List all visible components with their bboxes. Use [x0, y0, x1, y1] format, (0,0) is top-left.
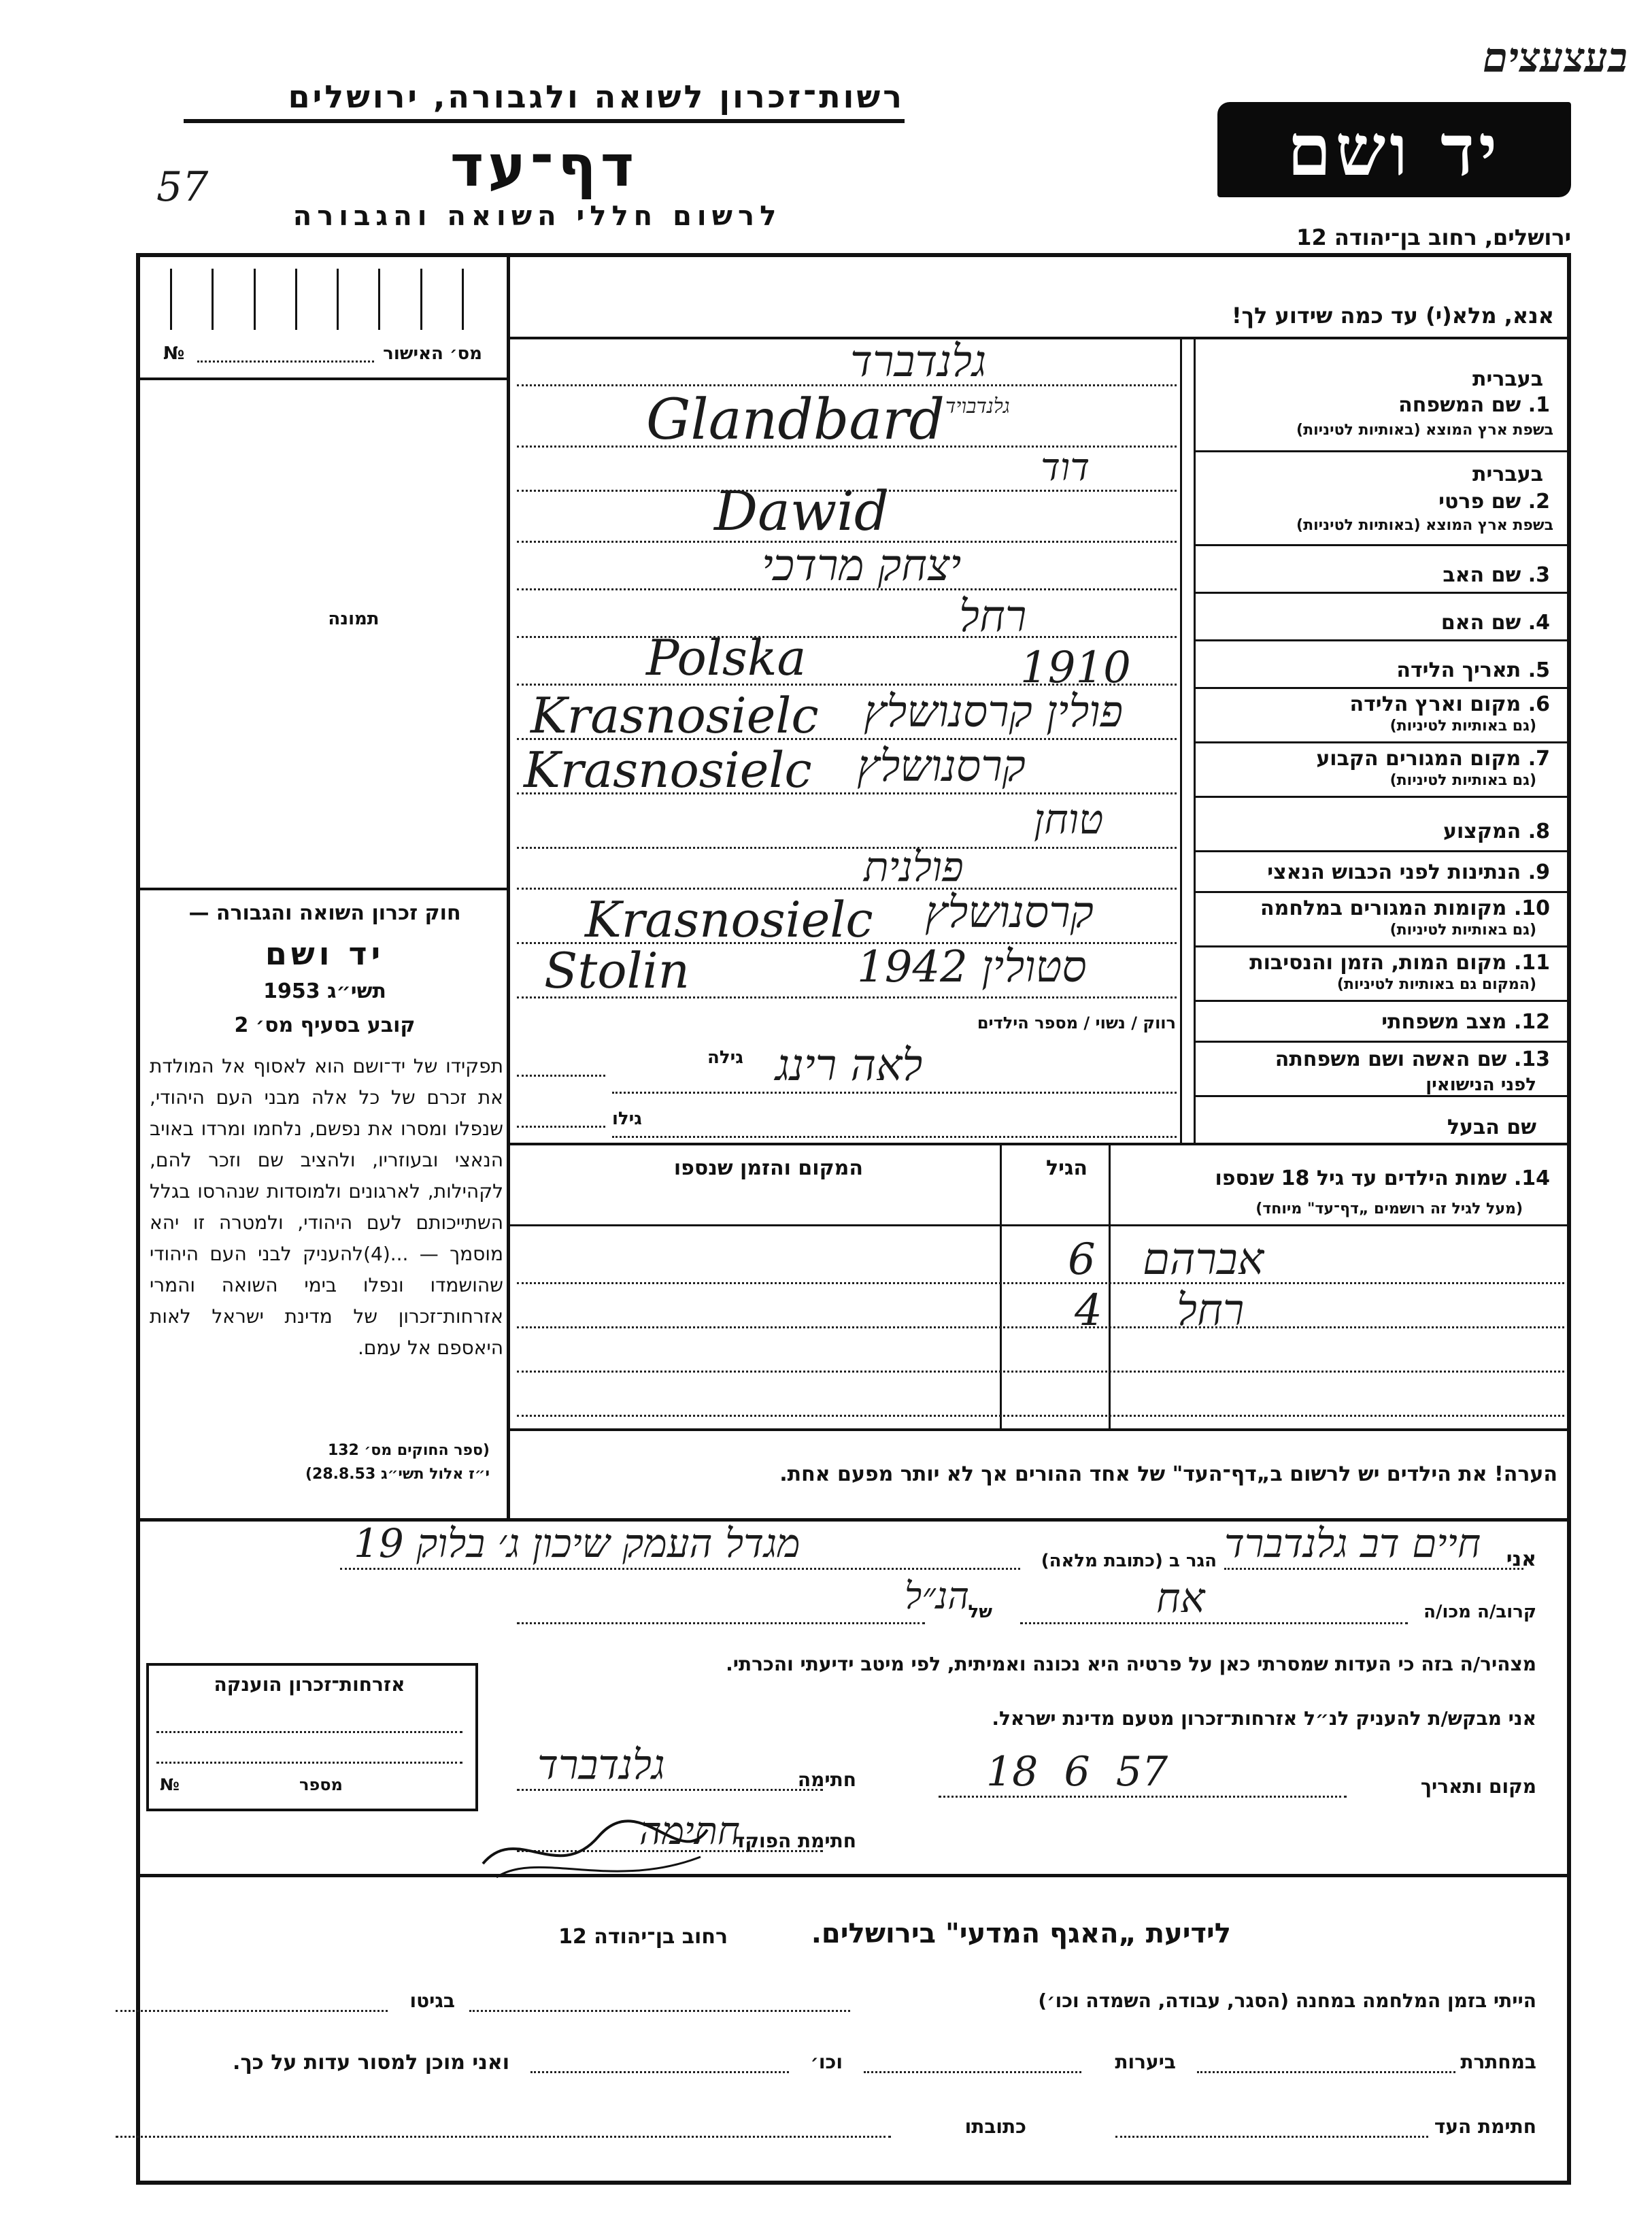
- field-9-label: [1267, 860, 1550, 884]
- field-5-num: 5.: [1528, 658, 1550, 682]
- field-3-label: [1443, 563, 1550, 587]
- children-num: 14.: [1513, 1166, 1550, 1190]
- children-place-col: המקום והזמן שנספו: [673, 1156, 863, 1180]
- value-given-lat: Dawid: [714, 480, 890, 543]
- child-2-name: רחל: [1177, 1286, 1245, 1336]
- footer-underground-line[interactable]: [1197, 2071, 1455, 2073]
- decl-i: אני: [1506, 1547, 1536, 1571]
- value-father: יצחק מרדכי: [762, 541, 962, 591]
- row-sep-11: [1195, 1000, 1571, 1002]
- field-13-label: [1275, 1047, 1550, 1071]
- value-birth-year: 1910: [1020, 643, 1131, 693]
- law-text: תפקידו של יד־ושם הוא לאסוף אל המולדת את זכרם של כל אלה מבני העם היהודי, שנפלו ומסרו את נפשם, נלחמו ומרדו באויב הנאצי ובעוזריו, ולהציב שם וזכר להם, לקהילות, לארגונים ולמוסדות שנהרסו בגלל השתייכותם לעם היהודי, ולמטרה זו יהא מוסמך — ...(4)להעניק לבני העם היהודי שהושמדו ונפלו בימי השואה והמרי אזרחות־זכרון של מדינת ישראל לאות היאספם אל עמם.: [150, 1055, 503, 1359]
- field-7-label: [1316, 747, 1550, 771]
- approval-label: מס׳ האישור: [383, 343, 482, 364]
- field-7-text: מקום המגורים הקבוע: [1316, 747, 1521, 771]
- note-text: הערה! את הילדים יש לרשום ב„דף־העד" של אחד ההורים אך לא יותר מפעם אחת.: [779, 1462, 1557, 1486]
- footer-line1: הייתי בזמן המלחמה במחנה (הסגר, עבודה, השמדה וכו׳): [1038, 1990, 1536, 2012]
- wife-age-line[interactable]: [517, 1075, 605, 1077]
- value-line-1[interactable]: [517, 384, 1177, 386]
- law-title: חוק זכרון השואה והגבורה —: [188, 901, 461, 925]
- field-7-num: 7.: [1528, 747, 1550, 771]
- field-2-label: [1438, 490, 1550, 514]
- law-ref2: י״ז אלול תשי״ג 28.8.53): [305, 1466, 490, 1483]
- decl-relative: קרוב/ה מכו/ה: [1423, 1602, 1536, 1622]
- field-3-text: שם האב: [1443, 563, 1521, 587]
- form-subtitle: לרשום חללי השואה והגבורה: [292, 201, 782, 232]
- certificate-no: №: [160, 1775, 180, 1794]
- footer-camp-line[interactable]: [469, 2010, 850, 2012]
- handwritten-top-mark: בעצעצים: [1483, 34, 1628, 82]
- field-8-num: 8.: [1528, 820, 1550, 843]
- field-11-note: (המקום גם באותיות לטיניות): [1336, 976, 1536, 993]
- field-1-text: שם המשפחה: [1398, 393, 1521, 417]
- decl-hw-date: 18 6 57: [986, 1748, 1168, 1796]
- value-line-13[interactable]: [612, 1092, 1177, 1094]
- law-ref: (ספר החוקים מס׳ 132: [327, 1442, 490, 1459]
- field-5-label: [1396, 658, 1550, 682]
- value-residence-lat: Krasnosielc: [524, 741, 812, 799]
- field-3-num: 3.: [1528, 563, 1550, 587]
- decl-resides: הגר ב (כתובת מלאה): [1041, 1551, 1217, 1571]
- children-line-2: [517, 1326, 1564, 1328]
- field-10-note: (גם באותיות לטיניות): [1389, 922, 1536, 939]
- field-10-label: [1260, 896, 1550, 920]
- decl-hw-address: מגדל העמק שיכון ג׳ בלוק 19: [354, 1520, 800, 1566]
- field-4-text: שם האם: [1440, 611, 1521, 635]
- field-1-lang: בעברית: [1472, 367, 1543, 391]
- field-10-text: מקומות המגורים במלחמה: [1260, 896, 1507, 920]
- footer-separator: [136, 1874, 1571, 1877]
- field-9-num: 9.: [1528, 860, 1550, 884]
- field-7-note: (גם באותיות לטיניות): [1389, 772, 1536, 789]
- footer-line1-end: בגיטו: [409, 1990, 455, 2012]
- decl-of-line[interactable]: [517, 1622, 925, 1624]
- row-sep-3: [1195, 592, 1571, 594]
- decl-request: אני מבקש/ת להעניק לנ״ל אזרחות־זכרון מטעם מדינת ישראל.: [992, 1707, 1536, 1730]
- footer-address: רחוב בן־יהודה 12: [558, 1925, 728, 1949]
- org-underline: [184, 119, 905, 123]
- law-name: יד ושם: [265, 935, 385, 972]
- child-1-age: 6: [1068, 1235, 1096, 1285]
- field-11-text: מקום המות, הזמן והנסיבות: [1249, 951, 1507, 975]
- decl-place-date: מקום ותאריך: [1420, 1775, 1536, 1798]
- field-1-num: 1.: [1528, 393, 1550, 417]
- intro-bottom: [510, 337, 1571, 339]
- footer-title: לידיעת „האגף המדעי" בירושלים.: [811, 1918, 1231, 1949]
- value-death-lat: Stolin: [544, 942, 690, 999]
- value-birth-place-he: פולין קרסנושלץ: [864, 687, 1124, 737]
- value-death-he: סטולין 1942: [857, 942, 1087, 992]
- row-sep-5: [1195, 687, 1571, 689]
- decl-hw-signature: גלנדברד: [537, 1741, 665, 1789]
- field-5-text: תאריך הלידה: [1396, 658, 1521, 682]
- yad-vashem-logo: [1217, 102, 1571, 197]
- children-col-name-left: [1109, 1144, 1111, 1430]
- certificate-line-1: [156, 1731, 462, 1733]
- value-column-right: [1180, 338, 1182, 1144]
- row-sep-8: [1195, 850, 1571, 852]
- footer-line2-etc: וכו׳: [810, 2051, 843, 2073]
- decl-date-line[interactable]: [939, 1796, 1347, 1798]
- field-1-label: [1398, 393, 1550, 417]
- field-6-label: [1350, 692, 1550, 716]
- approval-no: №: [163, 343, 185, 364]
- handwritten-number: 57: [156, 163, 209, 211]
- field-12-options: רווק / נשוי / מספר הילדים: [977, 1013, 1176, 1033]
- children-header: [1215, 1166, 1550, 1190]
- footer-line2-start: במחתרת: [1460, 2051, 1536, 2073]
- row-sep-6: [1195, 741, 1571, 743]
- certificate-title: אזרחות־זכרון הוענקה: [214, 1673, 405, 1696]
- logo-text: יד ושם: [1287, 107, 1502, 192]
- decl-name-line[interactable]: [1224, 1568, 1523, 1570]
- field-2-lang: בעברית: [1472, 463, 1543, 486]
- field-2-note: בשפת ארץ המוצא (באותיות לטיניות): [1296, 517, 1553, 534]
- field-8-label: [1443, 820, 1550, 843]
- form-title: דף־עד: [450, 133, 639, 199]
- husband-label: שם הבעל: [1447, 1115, 1536, 1139]
- footer-ghetto-line[interactable]: [116, 2010, 388, 2012]
- photo-box-bottom: [136, 888, 510, 890]
- wife-age-label: גילה: [707, 1047, 743, 1068]
- children-col-age-left: [1000, 1144, 1002, 1430]
- footer-line2-mid: ביערות: [1115, 2051, 1176, 2073]
- value-residence-he: קרסנושלץ: [857, 741, 1026, 792]
- decl-signature-line[interactable]: [517, 1789, 823, 1791]
- law-clause: קובע בסעיף מס׳ 2: [234, 1013, 416, 1037]
- field-6-text: מקום וארץ הלידה: [1349, 692, 1521, 716]
- row-sep-9: [1195, 891, 1571, 893]
- footer-line3-start: חתימת העד: [1434, 2115, 1536, 2138]
- value-nationality: פולנית: [864, 843, 964, 891]
- value-given-he: דוד: [1041, 446, 1090, 490]
- field-12-text: מצב משפחתי: [1381, 1010, 1507, 1034]
- decl-address-line[interactable]: [340, 1568, 1020, 1570]
- org-line: רשות־זכרון לשואה ולגבורה, ירושלים: [288, 78, 905, 115]
- decl-hw-relation: אח: [1156, 1575, 1205, 1622]
- field-12-num: 12.: [1513, 1010, 1550, 1034]
- children-header-note: (מעל לגיל זה רושמים „דף־עד" מיוחד): [1255, 1201, 1523, 1218]
- field-1-note: בשפת ארץ המוצא (באותיות לטיניות): [1296, 422, 1553, 439]
- decl-statement: מצהיר/ה בזה כי העדות שמסרתי כאן על פרטיה היא נכונה ואמיתית, לפי מיטב ידיעתי והכרתי.: [726, 1653, 1536, 1675]
- value-war-place-he: קרסנושלץ: [925, 888, 1094, 938]
- intro-text: אנא, מלא(י) עד כמה שידוע לך!: [1231, 303, 1554, 329]
- field-11-num: 11.: [1513, 951, 1550, 975]
- value-wife: לאה רינג: [775, 1041, 923, 1091]
- field-12-label: [1381, 1010, 1550, 1034]
- field-9-text: הנתינות לפני הכבוש הנאצי: [1267, 860, 1521, 884]
- value-profession: טוחן: [1034, 796, 1104, 843]
- child-2-age: 4: [1075, 1286, 1102, 1336]
- children-line-4: [517, 1415, 1564, 1417]
- law-year: תשי״ג 1953: [263, 979, 386, 1003]
- officer-signature-scrawl: [476, 1809, 721, 1891]
- row-sep-14: [510, 1143, 1571, 1145]
- footer-forests-line[interactable]: [864, 2071, 1081, 2073]
- field-6-num: 6.: [1528, 692, 1550, 716]
- row-sep-10: [1195, 945, 1571, 947]
- footer-etc-line[interactable]: [530, 2071, 789, 2073]
- row-sep-1: [1195, 450, 1571, 452]
- field-10-num: 10.: [1513, 896, 1550, 920]
- field-11-label: [1249, 951, 1550, 975]
- decl-hw-of: הנ״ל: [905, 1575, 969, 1617]
- field-13-note: לפני הנישואין: [1426, 1075, 1536, 1095]
- row-sep-12: [1195, 1041, 1571, 1043]
- decl-officer-sig: חתימת הפוקד: [733, 1830, 856, 1852]
- field-2-num: 2.: [1528, 490, 1550, 514]
- children-line-3: [517, 1371, 1564, 1373]
- value-mother: רחל: [959, 592, 1027, 642]
- decl-relation-line[interactable]: [1020, 1622, 1408, 1624]
- children-line-1: [517, 1282, 1564, 1284]
- value-war-place-lat: Krasnosielc: [585, 891, 873, 948]
- logo-address: ירושלים, רחוב בן־יהודה 12: [1296, 224, 1571, 250]
- husband-age-label: גילו: [612, 1109, 642, 1129]
- field-4-num: 4.: [1528, 611, 1550, 635]
- footer-line3-mid: כתובתו: [964, 2115, 1026, 2138]
- children-header-bottom: [510, 1224, 1571, 1226]
- approval-number-line[interactable]: [197, 360, 374, 363]
- value-surname-he: גלנדברד: [850, 337, 987, 387]
- photo-label: תמונה: [328, 609, 380, 629]
- field-2-text: שם פרטי: [1438, 490, 1521, 514]
- value-line-4[interactable]: [517, 636, 1177, 638]
- value-birth-place-lat: Krasnosielc: [530, 687, 819, 744]
- footer-witness-sig-line[interactable]: [1115, 2136, 1428, 2138]
- decl-hw-officer: חתימה: [639, 1809, 740, 1853]
- field-6-note: (גם באותיות לטיניות): [1389, 718, 1536, 735]
- value-birth-country: Polska: [646, 629, 807, 686]
- field-13-num: 13.: [1513, 1047, 1550, 1071]
- footer-witness-address-line[interactable]: [116, 2136, 891, 2138]
- value-line-husband[interactable]: [612, 1136, 1177, 1138]
- child-1-name: אברהם: [1143, 1235, 1264, 1285]
- decl-signature: חתימה: [797, 1768, 856, 1791]
- approval-box-bottom: [136, 377, 510, 380]
- children-bottom: [510, 1428, 1571, 1431]
- field-13-text: שם האשה ושם משפחתה: [1275, 1047, 1507, 1071]
- row-sep-13: [1195, 1095, 1571, 1097]
- field-4-label: [1441, 611, 1550, 635]
- value-surname-alt: גלנדבויד: [945, 394, 1010, 418]
- decl-hw-name: חיים דב גלנדברד: [1224, 1520, 1481, 1566]
- row-sep-7: [1195, 796, 1571, 798]
- certificate-number: מספר: [299, 1775, 343, 1794]
- row-sep-2: [1195, 544, 1571, 546]
- children-age-col: הגיל: [1046, 1156, 1088, 1180]
- husband-age-line[interactable]: [517, 1126, 605, 1128]
- row-sep-4: [1195, 639, 1571, 641]
- value-surname-lat: Glandbard: [646, 388, 945, 452]
- approval-boxes: [170, 269, 503, 330]
- field-8-text: המקצוע: [1443, 820, 1521, 843]
- certificate-line-2: [156, 1762, 462, 1764]
- children-header-text: שמות הילדים עד גיל 18 שנספו: [1215, 1166, 1507, 1190]
- footer-line2-end: ואני מוכן למסור עדות על כך.: [233, 2051, 509, 2075]
- value-line-8[interactable]: [517, 847, 1177, 849]
- decl-of: של: [968, 1602, 992, 1622]
